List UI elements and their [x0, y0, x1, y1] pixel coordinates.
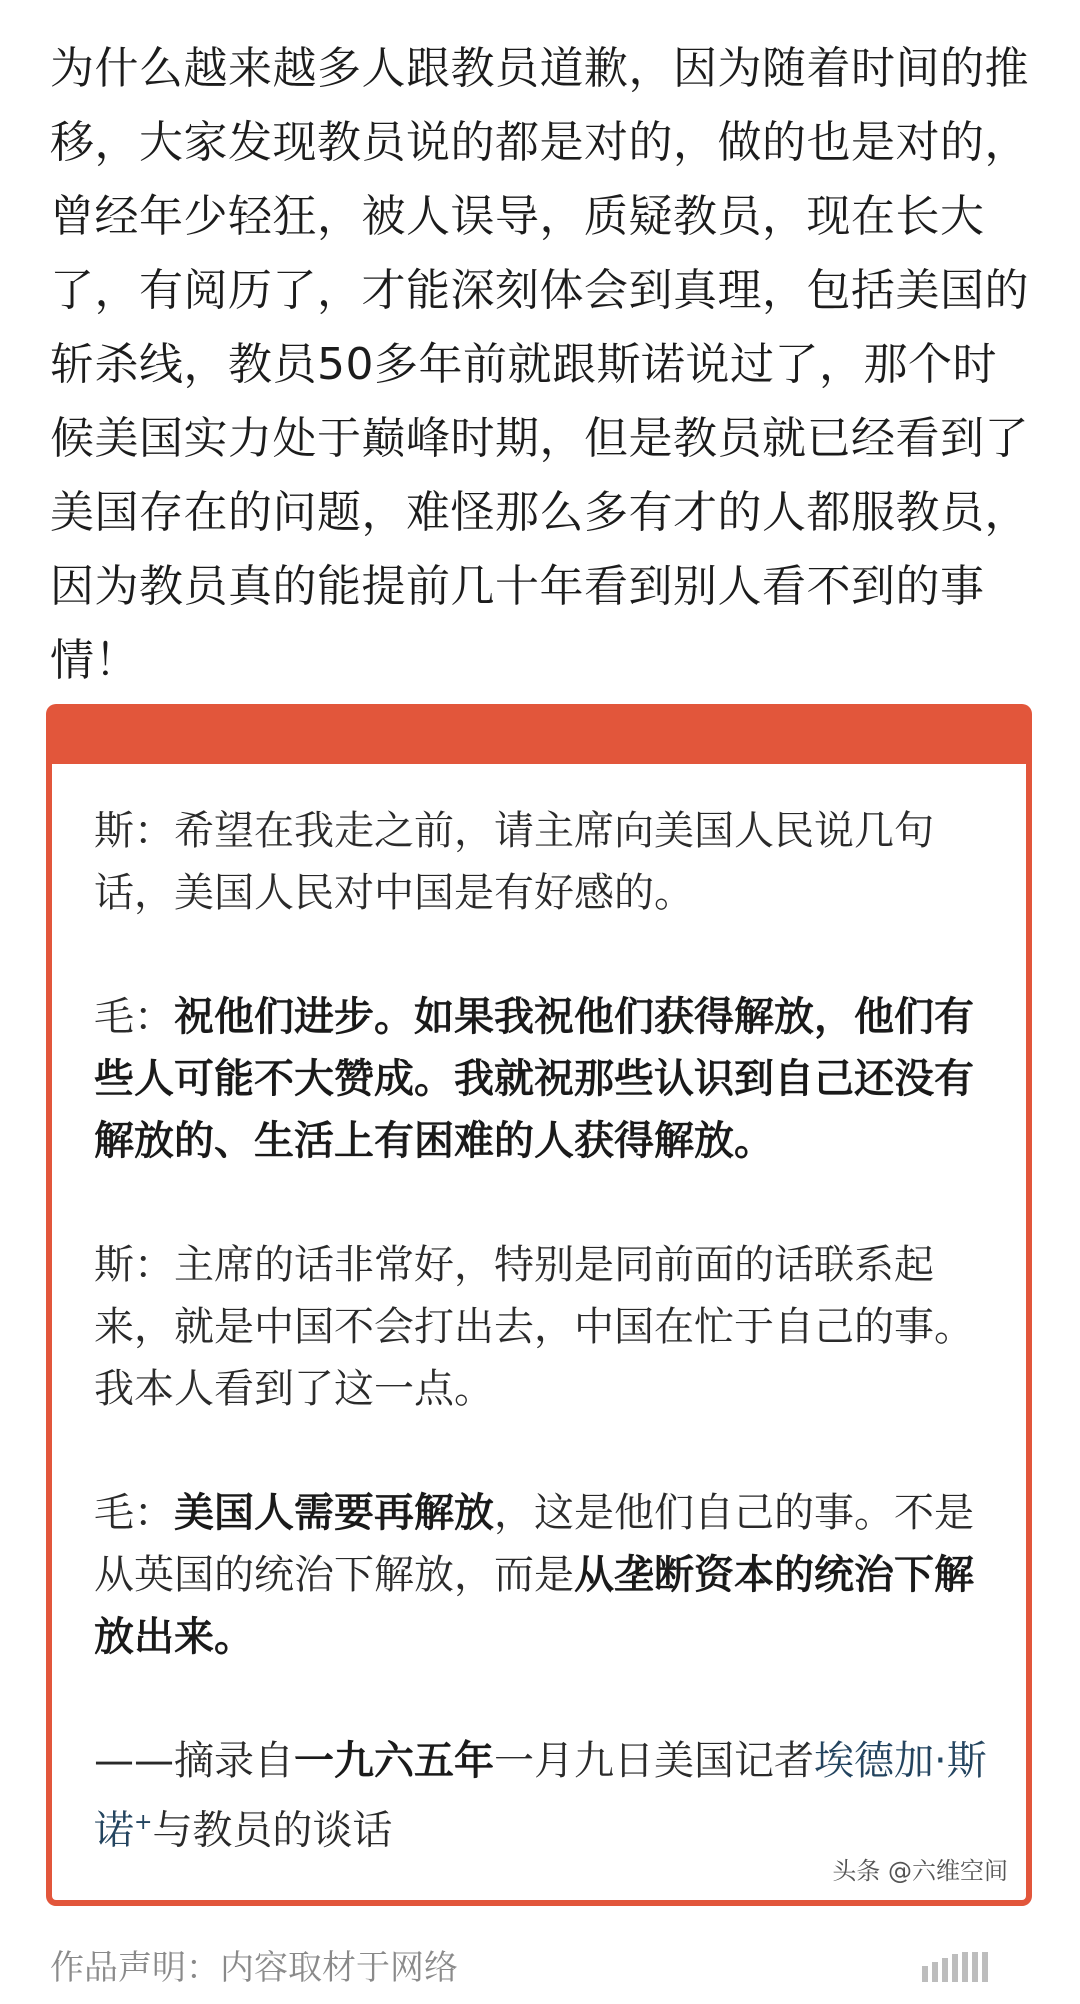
signal-bars-icon: [922, 1952, 992, 1982]
source-middle: 一月九日美国记者: [494, 1738, 814, 1784]
quote-bold-text: 美国人需要再解放: [174, 1490, 494, 1536]
watermark: 头条 @六维空间: [832, 1857, 1008, 1885]
source-year: 一九六五年: [294, 1738, 494, 1784]
quote-bold-text: 从垄断资本的统治下解放出来。: [94, 1552, 974, 1660]
quote-bold-text: 祝他们进步。如果我祝他们获得解放，他们有些人可能不大赞成。我就祝那些认识到自己还没有解放的、生活上有困难的人获得解放。: [94, 994, 974, 1164]
quote-text: 斯：主席的话非常好，特别是同前面的话联系起来，就是中国不会打出去，中国在忙于自己的事。我本人看到了这一点。: [94, 1242, 974, 1412]
speaker-label: 毛：: [94, 994, 174, 1040]
person-link[interactable]: 埃德加·斯诺: [94, 1738, 987, 1854]
speaker-label: 毛：: [94, 1490, 174, 1536]
quote-text: 斯：希望在我走之前，请主席向美国人民说几句话，美国人民对中国是有好感的。: [94, 808, 934, 916]
quote-paragraph-mao-1: [94, 986, 994, 1172]
source-suffix: 与教员的谈话: [152, 1807, 393, 1854]
post-body-text: 为什么越来越多人跟教员道歉，因为随着时间的推移，大家发现教员说的都是对的，做的也是对的，曾经年少轻狂，被人误导，质疑教员，现在长大了，有阅历了，才能深刻体会到真理，包括美国的斩杀线，教员50多年前就跟斯诺说过了，那个时候美国实力处于巅峰时期，但是教员就已经看到了美国存在的问题，难怪那么多有才的人都服教员，因为教员真的能提前几十年看到别人看不到的事情！: [50, 43, 1029, 686]
quote-content: [94, 800, 994, 1861]
quote-text: ，这是他们自己的事。不是从英国的统治下解放，而是: [94, 1490, 974, 1598]
quote-paragraph-mao-2: [94, 1482, 994, 1668]
quote-card: [46, 704, 1032, 1906]
copyright-statement: 作品声明：内容取材于网络: [50, 1948, 458, 1988]
quote-paragraph-snow-1: [94, 800, 994, 924]
source-prefix: ——摘录自: [94, 1738, 294, 1784]
quote-paragraph-snow-2: [94, 1234, 994, 1420]
link-marker: +: [134, 1810, 153, 1835]
quote-source: [94, 1730, 994, 1861]
